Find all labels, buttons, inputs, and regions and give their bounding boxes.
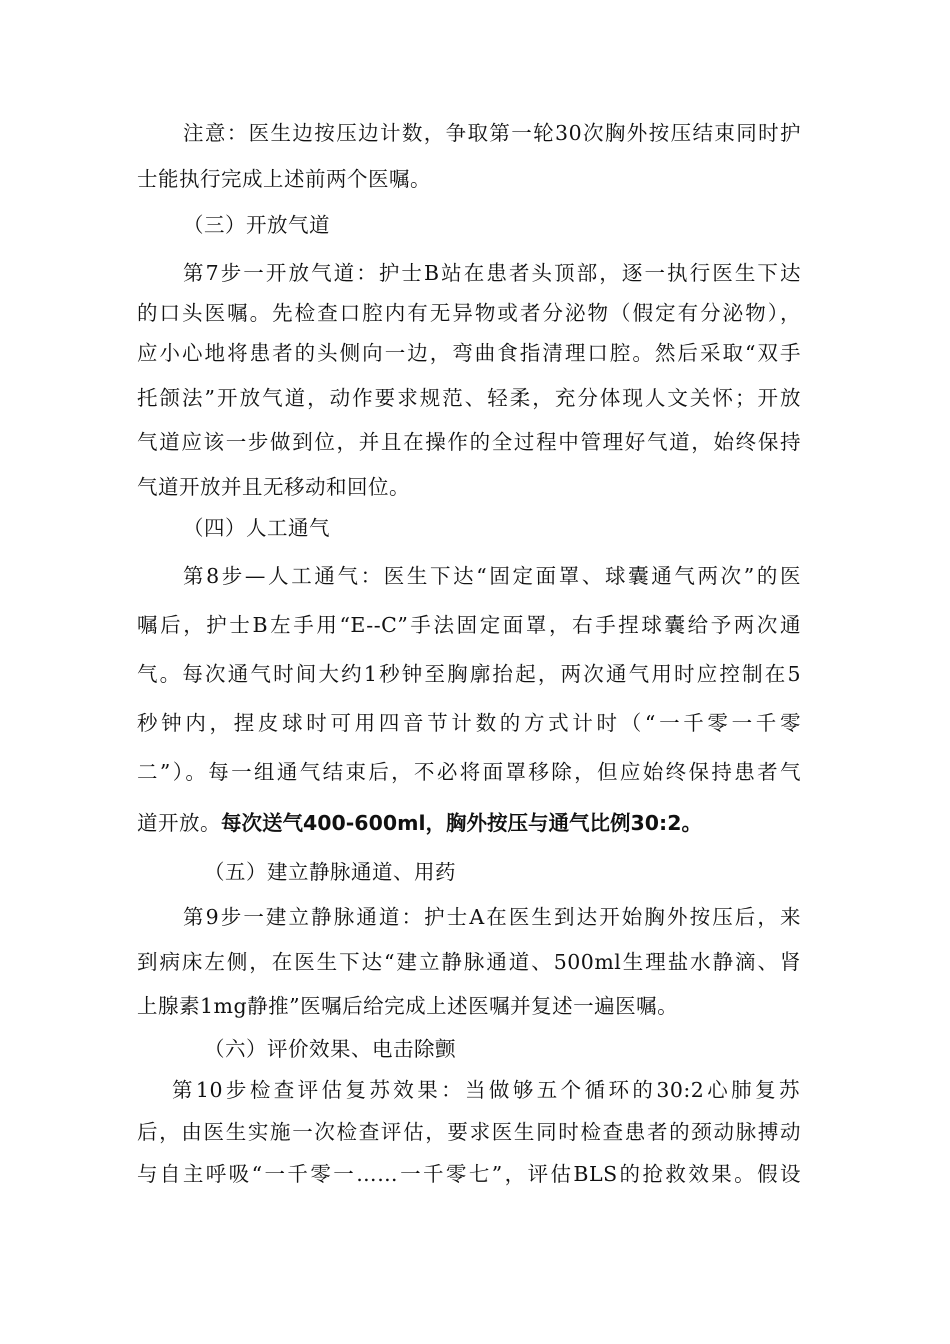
paragraph-line: 二”）。每一组通气结束后，不必将面罩移除，但应始终保持患者气 (137, 760, 801, 784)
paragraph-line: 气道应该一步做到位，并且在操作的全过程中管理好气道，始终保持 (137, 430, 801, 454)
paragraph-line: 气。每次通气时间大约1秒钟至胸廓抬起，两次通气用时应控制在5 (137, 662, 801, 686)
section-heading: （六）评价效果、电击除颤 (204, 1037, 456, 1061)
paragraph-line: 与自主呼吸“一千零一……一千零七”，评估BLS的抢救效果。假设 (137, 1162, 801, 1186)
paragraph-line: 托颌法”开放气道，动作要求规范、轻柔，充分体现人文关怀；开放 (137, 386, 801, 410)
paragraph-line: 后，由医生实施一次检查评估，要求医生同时检查患者的颈动脉搏动 (137, 1120, 801, 1144)
section-heading: （三）开放气道 (183, 213, 330, 237)
paragraph-line: 士能执行完成上述前两个医嘱。 (137, 167, 431, 191)
paragraph-line: 第9步一建立静脉通道：护士A在医生到达开始胸外按压后，来 (183, 905, 801, 929)
paragraph-line: 第7步一开放气道：护士B站在患者头顶部，逐一执行医生下达 (183, 261, 801, 285)
paragraph-line: 注意：医生边按压边计数，争取第一轮30次胸外按压结束同时护 (183, 121, 801, 145)
paragraph-line: 秒钟内，捏皮球时可用四音节计数的方式计时（“一千零一千零 (137, 711, 801, 735)
paragraph-line: 到病床左侧，在医生下达“建立静脉通道、500ml生理盐水静滴、肾 (137, 950, 801, 974)
section-heading: （四）人工通气 (183, 516, 330, 540)
section-heading: （五）建立静脉通道、用药 (204, 860, 456, 884)
bold-highlight-text: 每次送气400-600ml，胸外按压与通气比例30:2。 (221, 811, 702, 835)
paragraph-text: 道开放。 (137, 811, 221, 835)
paragraph-line: 应小心地将患者的头侧向一边，弯曲食指清理口腔。然后采取“双手 (137, 341, 801, 365)
paragraph-line (137, 808, 817, 838)
paragraph-line: 嘱后，护士B左手用“E--C”手法固定面罩，右手捏球囊给予两次通 (137, 613, 801, 637)
paragraph-line: 第10步检查评估复苏效果：当做够五个循环的30:2心肺复苏 (172, 1078, 800, 1102)
paragraph-line: 的口头医嘱。先检查口腔内有无异物或者分泌物（假定有分泌物）， (137, 301, 801, 325)
paragraph-line: 气道开放并且无移动和回位。 (137, 475, 410, 499)
paragraph-line: 上腺素1mg静推”医嘱后给完成上述医嘱并复述一遍医嘱。 (137, 994, 679, 1018)
paragraph-line: 第8步—人工通气：医生下达“固定面罩、球囊通气两次”的医 (183, 564, 801, 588)
